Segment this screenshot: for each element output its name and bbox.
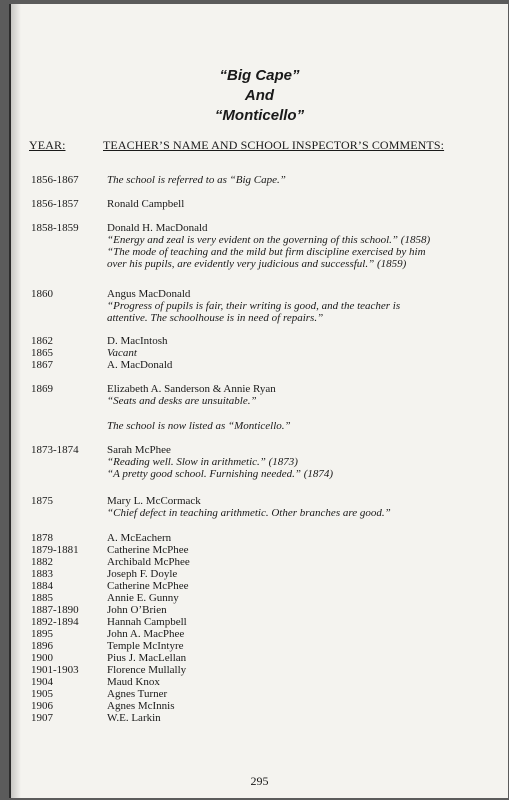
record-year: 1884 [31, 580, 53, 592]
record-year: 1873-1874 [31, 444, 79, 456]
record-year: 1896 [31, 640, 53, 652]
record-primary-text: Mary L. McCormack [107, 495, 201, 507]
record-primary-text: The school is referred to as “Big Cape.” [107, 174, 286, 186]
record-year: 1862 [31, 335, 53, 347]
record-primary-text: W.E. Larkin [107, 712, 161, 724]
record-primary-text: Annie E. Gunny [107, 592, 179, 604]
document-page [9, 4, 508, 798]
record-year: 1900 [31, 652, 53, 664]
record-primary-text: Donald H. MacDonald [107, 222, 208, 234]
record-year: 1901-1903 [31, 664, 79, 676]
record-year: 1882 [31, 556, 53, 568]
record-primary-text: A. MacDonald [107, 359, 173, 371]
record-year: 1892-1894 [31, 616, 79, 628]
year-column-header: YEAR: [29, 138, 66, 152]
title-line: “Big Cape” [219, 67, 300, 84]
record-year: 1860 [31, 288, 53, 300]
record-year: 1885 [31, 592, 53, 604]
record-year: 1856-1867 [31, 174, 79, 186]
record-year: 1875 [31, 495, 53, 507]
record-primary-text: Agnes McInnis [107, 700, 175, 712]
record-year: 1895 [31, 628, 53, 640]
inspector-comment: “Progress of pupils is fair, their writing is good, and the teacher is [107, 300, 401, 312]
record-year: 1879-1881 [31, 544, 79, 556]
record-primary-text: Temple McIntyre [107, 640, 184, 652]
record-year: 1865 [31, 347, 53, 359]
record-primary-text: The school is now listed as “Monticello.” [107, 420, 291, 432]
record-primary-text: Maud Knox [107, 676, 160, 688]
inspector-comment: “Seats and desks are unsuitable.” [107, 395, 257, 407]
record-year: 1867 [31, 359, 53, 371]
comments-column-header: TEACHER’S NAME AND SCHOOL INSPECTOR’S COMMENTS: [103, 138, 445, 152]
record-primary-text: A. McEachern [107, 532, 172, 544]
record-primary-text: Archibald McPhee [107, 556, 190, 568]
record-year: 1858-1859 [31, 222, 79, 234]
record-year: 1887-1890 [31, 604, 79, 616]
page-title [11, 66, 508, 126]
record-primary-text: John O’Brien [107, 604, 167, 616]
record-primary-text: Florence Mullally [107, 664, 187, 676]
record-primary-text: Angus MacDonald [107, 288, 191, 300]
record-primary-text: Vacant [107, 347, 137, 359]
record-primary-text: John A. MacPhee [107, 628, 185, 640]
record-year: 1906 [31, 700, 53, 712]
record-year: 1856-1857 [31, 198, 79, 210]
inspector-comment: attentive. The schoolhouse is in need of repairs.” [107, 312, 324, 324]
record-primary-text: Catherine McPhee [107, 580, 189, 592]
record-primary-text: Joseph F. Doyle [107, 568, 178, 580]
record-primary-text: D. MacIntosh [107, 335, 168, 347]
record-year: 1905 [31, 688, 53, 700]
inspector-comment: “Energy and zeal is very evident on the governing of this school.” (1858) [107, 234, 431, 246]
inspector-comment: “Chief defect in teaching arithmetic. Other branches are good.” [107, 507, 391, 519]
title-line: “Monticello” [214, 107, 305, 124]
inspector-comment: over his pupils, are evidently very judicious and successful.” (1859) [107, 258, 407, 270]
record-year: 1878 [31, 532, 53, 544]
record-primary-text: Pius J. MacLellan [107, 652, 187, 664]
inspector-comment: “The mode of teaching and the mild but firm discipline exercised by him [107, 246, 426, 258]
title-line: And [244, 87, 275, 104]
record-primary-text: Ronald Campbell [107, 198, 185, 210]
record-year: 1883 [31, 568, 53, 580]
record-primary-text: Sarah McPhee [107, 444, 171, 456]
record-year: 1869 [31, 383, 53, 395]
record-primary-text: Agnes Turner [107, 688, 168, 700]
record-primary-text: Hannah Campbell [107, 616, 187, 628]
inspector-comment: “Reading well. Slow in arithmetic.” (1873) [107, 456, 298, 468]
record-year: 1904 [31, 676, 53, 688]
record-primary-text: Elizabeth A. Sanderson & Annie Ryan [107, 383, 276, 395]
record-year: 1907 [31, 712, 53, 724]
page-number: 295 [250, 774, 269, 788]
inspector-comment: “A pretty good school. Furnishing needed.” (1874) [107, 468, 334, 480]
record-primary-text: Catherine McPhee [107, 544, 189, 556]
